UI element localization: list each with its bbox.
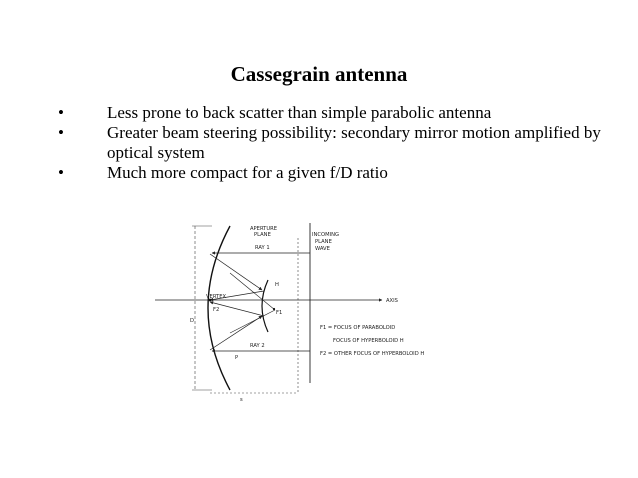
label-vertex: VERTEX	[206, 294, 227, 300]
label-f1: F1	[276, 310, 283, 316]
bullet-item	[58, 103, 618, 123]
subreflector	[262, 280, 268, 332]
bullet-item	[58, 123, 618, 163]
label-wave: WAVE	[315, 246, 330, 252]
label-d: D	[190, 318, 194, 324]
label-axis: AXIS	[386, 298, 398, 304]
slide-title: Cassegrain antenna	[230, 62, 408, 86]
bullet-marker: •	[58, 163, 64, 182]
label-s: s	[240, 397, 243, 403]
label-p: P	[235, 355, 239, 361]
bullet-text: Greater beam steering possibility: secondary mirror motion amplified by optical system	[107, 123, 601, 162]
ray-to-f1-lower	[230, 310, 275, 333]
label-plane: PLANE	[254, 232, 271, 238]
bullet-marker: •	[58, 103, 64, 122]
label-f2: F2	[213, 307, 220, 313]
ray1-reflected	[210, 254, 262, 290]
ray-to-f1-upper	[230, 273, 275, 310]
legend-f1-paraboloid: F1 = FOCUS OF PARABOLOID	[320, 325, 396, 331]
label-aperture: APERTURE	[250, 226, 278, 232]
label-ray1: RAY 1	[255, 245, 270, 251]
bullet-item	[58, 163, 618, 183]
bullet-list	[58, 103, 618, 183]
cassegrain-diagram	[150, 218, 450, 403]
bullet-text: Much more compact for a given f/D ratio	[107, 163, 388, 182]
label-incoming-plane: PLANE	[315, 239, 332, 245]
legend-f2-hyperboloid: F2 = OTHER FOCUS OF HYPERBOLOID H	[320, 351, 425, 357]
bullet-marker: •	[58, 123, 64, 142]
label-incoming: INCOMING	[312, 232, 340, 238]
label-h: H	[275, 282, 279, 288]
bullet-text: Less prone to back scatter than simple parabolic antenna	[107, 103, 492, 122]
focus-f1-point	[273, 308, 275, 310]
label-ray2: RAY 2	[250, 343, 265, 349]
legend-f1-hyperboloid: FOCUS OF HYPERBOLOID H	[333, 338, 404, 344]
